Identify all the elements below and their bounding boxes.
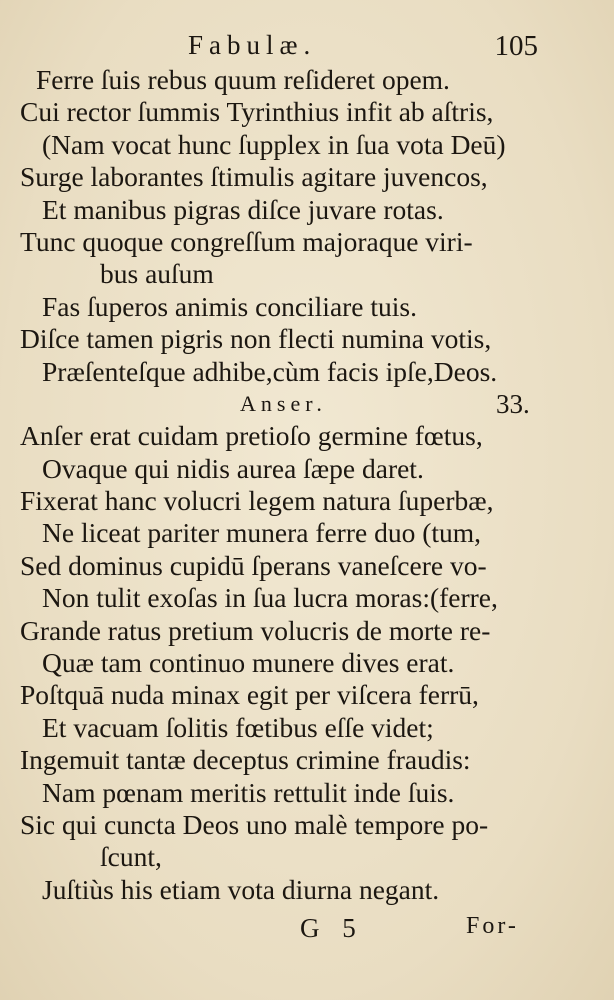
page-header — [0, 30, 614, 64]
verse-line: Non tulit exoſas in ſua lucra moras:(ferre, — [42, 582, 498, 614]
verse-line: Surge laborantes ſtimulis agitare juvencos, — [20, 161, 488, 193]
fable-anser — [0, 420, 614, 906]
fable-number: 33. — [496, 388, 530, 419]
verse-line: Juſtiùs his etiam vota diurna negant. — [42, 873, 440, 905]
verse-line: Ferre ſuis rebus quum reſideret opem. — [36, 64, 450, 95]
fable-heading — [0, 388, 614, 420]
verse-line: Præſenteſque adhibe,cùm facis ipſe,Deos. — [42, 355, 498, 387]
fable-title: Anser. — [240, 390, 327, 416]
verse-line: Poſtquā nuda minax egit per viſcera ferrū, — [20, 679, 479, 711]
verse-line: Fixerat hanc volucri legem natura ſuperbæ, — [20, 485, 494, 517]
page-number: 105 — [494, 30, 538, 62]
verse-line: Grande ratus pretium volucris de morte re- — [20, 614, 491, 646]
page-footer — [0, 913, 614, 953]
verse-line: Fas ſuperos animis conciliare tuis. — [42, 290, 417, 322]
verse-line: Nam pœnam meritis rettulit inde ſuis. — [42, 776, 455, 808]
verse-line: Cui rector ſummis Tyrinthius infit ab aſtris, — [20, 96, 494, 128]
verse-line: Anſer erat cuidam pretioſo germine fœtus, — [20, 420, 483, 452]
catchword: For- — [466, 913, 519, 939]
signature-mark: G 5 — [300, 913, 364, 943]
verse-line: Tunc quoque congreſſum majoraque viri- — [20, 225, 473, 257]
verse-line: Quæ tam continuo munere dives erat. — [42, 647, 455, 679]
verse-line: Et manibus pigras diſce juvare rotas. — [42, 193, 444, 225]
verse-line: Diſce tamen pigris non flecti numina votis, — [20, 323, 492, 355]
verse-line: Ingemuit tantæ deceptus crimine fraudis: — [20, 744, 471, 776]
verse-line: Et vacuam ſolitis fœtibus eſſe videt; — [42, 711, 434, 743]
verse-line: Sed dominus cupidū ſperans vaneſcere vo- — [20, 549, 487, 581]
verse-line: Ne liceat pariter munera ferre duo (tum, — [42, 517, 482, 549]
verse-line: Sic qui cuncta Deos uno malè tempore po- — [20, 808, 489, 840]
verse-line: Ovaque qui nidis aurea ſæpe daret. — [42, 452, 424, 484]
verse-line: bus auſum — [100, 258, 214, 290]
text-block — [0, 64, 614, 906]
running-title: Fabulæ. — [188, 30, 317, 60]
verse-line: (Nam vocat hunc ſupplex in ſua vota Deū) — [42, 128, 506, 160]
verse-line: ſcunt, — [100, 841, 162, 873]
fable-ending — [0, 64, 614, 388]
